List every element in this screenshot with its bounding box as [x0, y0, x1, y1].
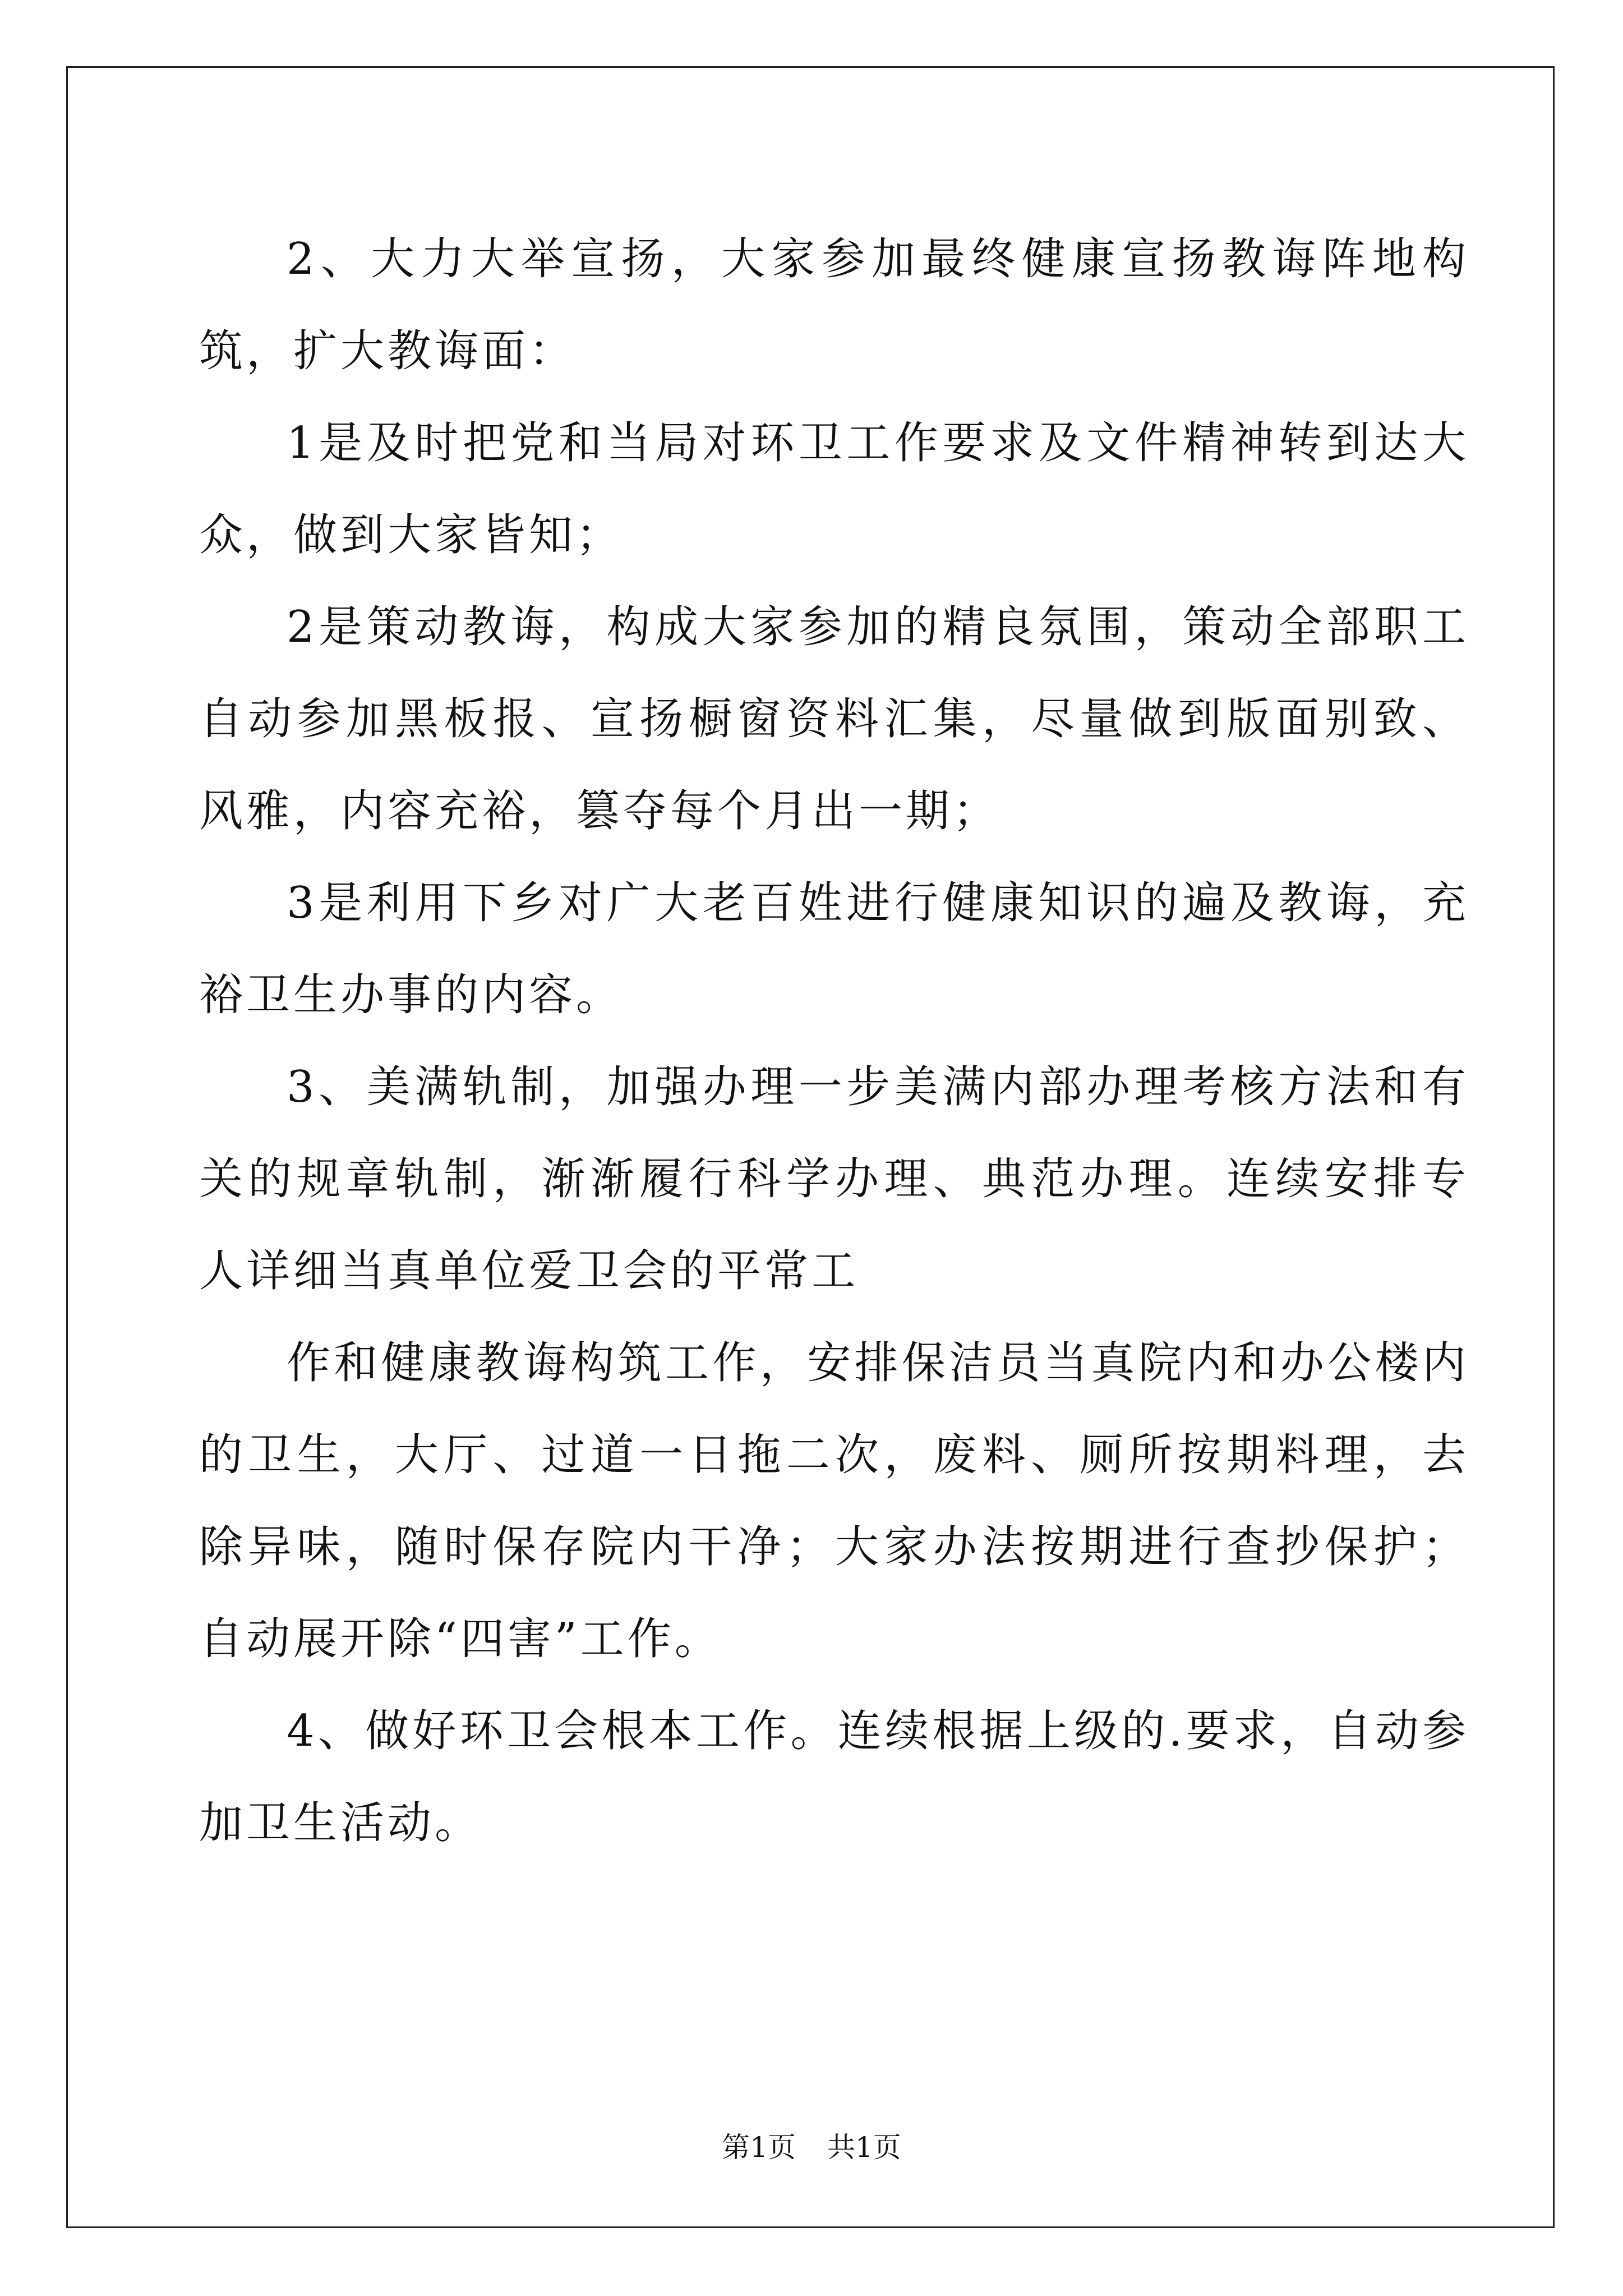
- page-footer: [0, 2125, 1623, 2165]
- paragraph-6: 作和健康教诲构筑工作，安排保洁员当真院内和办公楼内的卫生，大厅、过道一日拖二次，废料、厕所按期料理，去除异味，随时保存院内干净；大家办法按期进行查抄保护；自动展开除“四害”工作。: [199, 1338, 1469, 1664]
- page-number-current: 第1页: [722, 2131, 796, 2164]
- paragraph-7: 4、做好环卫会根本工作。连续根据上级的.要求，自动参加卫生活动。: [199, 1706, 1469, 1848]
- paragraph-1: 2、大力大举宣扬，大家参加最终健康宣扬教诲阵地构筑，扩大教诲面：: [199, 234, 1469, 376]
- paragraph-3: 2是策动教诲，构成大家参加的精良氛围，策动全部职工自动参加黑板报、宣扬橱窗资料汇集，尽量做到版面别致、风雅，内容充裕，篡夺每个月出一期；: [199, 602, 1469, 836]
- paragraph-2: 1是及时把党和当局对环卫工作要求及文件精神转到达大众，做到大家皆知；: [199, 418, 1469, 560]
- paragraph-5: 3、美满轨制，加强办理一步美满内部办理考核方法和有关的规章轨制，渐渐履行科学办理、典范办理。连续安排专人详细当真单位爱卫会的平常工: [199, 1062, 1469, 1296]
- page-number-total: 共1页: [827, 2131, 901, 2164]
- paragraph-4: 3是利用下乡对广大老百姓进行健康知识的遍及教诲，充裕卫生办事的内容。: [199, 878, 1469, 1020]
- document-body: [199, 213, 1469, 1869]
